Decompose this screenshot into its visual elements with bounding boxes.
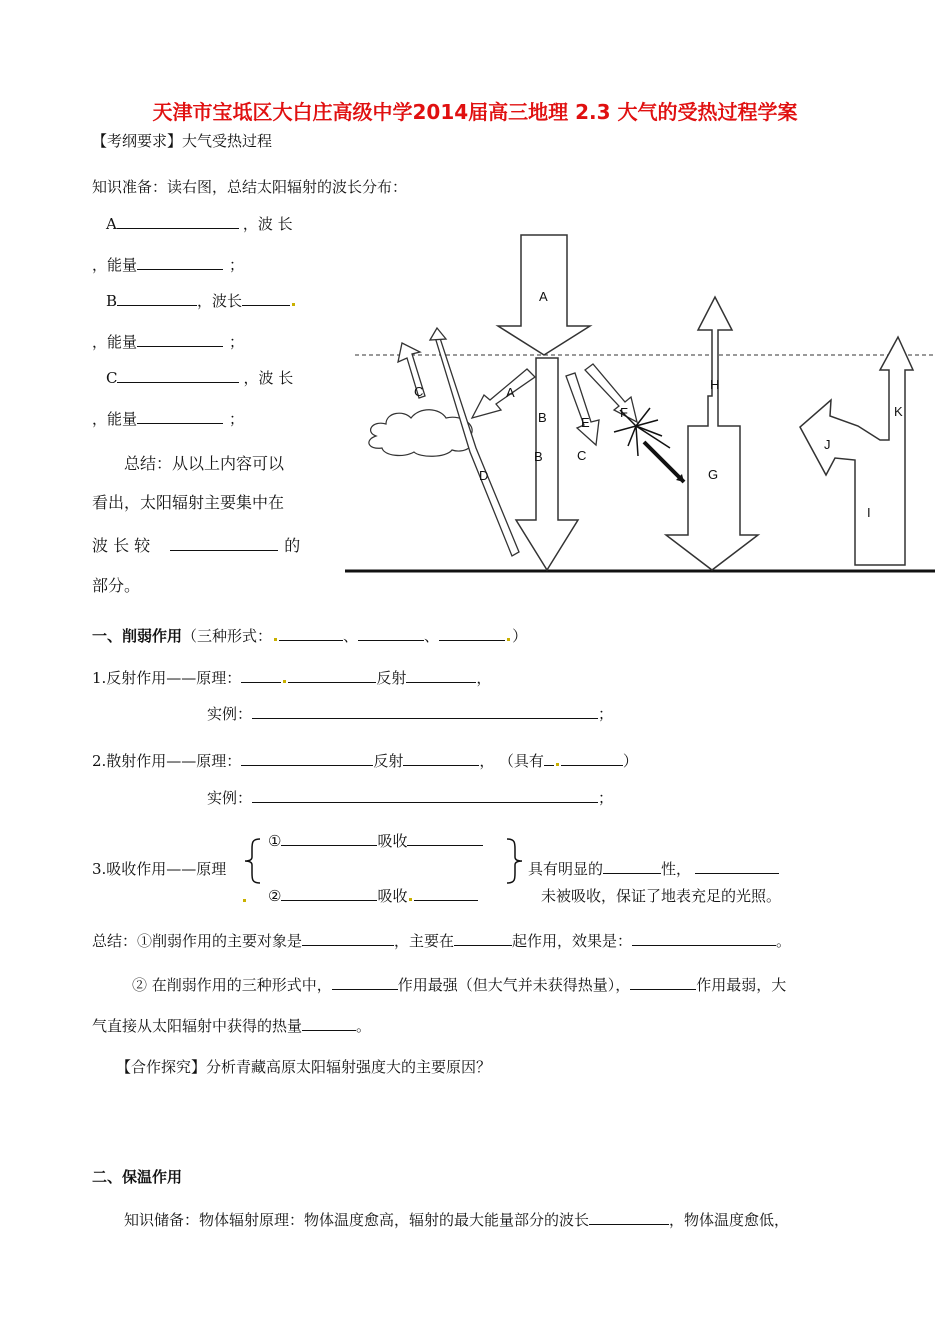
obvious-text: 具有明显的 <box>528 860 604 878</box>
arrow-I-J-K <box>800 337 913 565</box>
diagram-label-C1: C <box>414 384 424 399</box>
blank-b[interactable] <box>117 291 197 306</box>
blank-c[interactable] <box>117 368 239 383</box>
scatter-ray <box>628 426 636 446</box>
dot-mark <box>292 303 295 306</box>
scatter-word: 反射 <box>373 752 404 770</box>
wave-text: ，波长 <box>197 292 243 310</box>
diagram-label-B1: B <box>538 410 547 425</box>
diagram-label-K: K <box>894 404 903 419</box>
scatter-example-line <box>207 787 613 808</box>
arrow-E <box>566 373 599 445</box>
semicolon: ； <box>598 789 614 807</box>
label-a: A <box>106 215 117 233</box>
prep-energy-b <box>92 331 244 352</box>
blank-absorb-2[interactable] <box>281 886 377 901</box>
blank-absorb-2b[interactable] <box>414 886 478 901</box>
blank-summary-1[interactable] <box>302 931 394 946</box>
label-c: C <box>106 369 118 387</box>
summary-text: 的 <box>284 536 301 555</box>
dot-mark <box>243 899 246 902</box>
sep: 、 <box>343 627 359 645</box>
dot-mark <box>556 763 559 766</box>
blank-obvious[interactable] <box>603 859 661 874</box>
diagram-label-B2: B <box>534 449 543 464</box>
exam-requirement <box>92 130 272 151</box>
summary-text: ，主要在 <box>394 932 455 950</box>
blank-absorb-1[interactable] <box>281 831 377 846</box>
nature-text: 性， <box>661 860 692 878</box>
blank-a[interactable] <box>117 214 239 229</box>
summary-text: 作用最强（但大气并未获得热量）， <box>397 976 631 994</box>
dot-mark <box>274 638 277 641</box>
blank-energy-a[interactable] <box>137 255 223 270</box>
scatter-line <box>92 750 638 771</box>
wave-text: ，波 长 <box>243 369 294 387</box>
example-label: 实例： <box>207 705 253 723</box>
circle-2: ② <box>268 887 282 905</box>
page-title: 天津市宝坻区大白庄高级中学2014届高三地理 2.3 大气的受热过程学案 <box>152 100 798 124</box>
coop-tag: 【合作探究】 <box>116 1058 207 1076</box>
reflect-title: 1.反射作用——原理： <box>92 669 242 687</box>
diagram-label-A1: A <box>539 289 548 304</box>
comma: ， <box>479 752 495 770</box>
arrow-A-scatter <box>472 369 535 418</box>
blank-summary-3[interactable] <box>632 931 776 946</box>
prep-summary-4: 部分。 <box>92 576 141 595</box>
exam-req-tag: 【考纲要求】 <box>92 132 183 150</box>
summary-text: 总结：①削弱作用的主要对象是 <box>92 932 303 950</box>
prep-energy-c <box>92 408 244 429</box>
blank-nature[interactable] <box>695 859 779 874</box>
summary-text: 波 长 较 <box>92 536 151 555</box>
semicolon: ； <box>229 410 245 428</box>
blank-absorb-1b[interactable] <box>407 831 483 846</box>
blank-form3[interactable] <box>439 626 505 641</box>
blank-energy-c[interactable] <box>137 409 223 424</box>
summary-line-3 <box>92 1015 371 1036</box>
close-paren: ） <box>512 627 528 645</box>
circle-1: ① <box>268 832 282 850</box>
wave-text: ，波 长 <box>242 215 293 233</box>
section2-text: 知识储备：物体辐射原理：物体温度愈高，辐射的最大能量部分的波长 <box>124 1211 590 1229</box>
prep-summary-3 <box>92 533 300 556</box>
blank-summary-2[interactable] <box>454 931 512 946</box>
dot-mark <box>283 680 286 683</box>
blank-has-1[interactable] <box>544 751 554 766</box>
energy-text: ，能量 <box>92 333 138 351</box>
blank-energy-b[interactable] <box>137 332 223 347</box>
coop-line <box>116 1056 491 1077</box>
reflect-word: 反射 <box>376 669 407 687</box>
blank-summary-6[interactable] <box>302 1016 356 1031</box>
coop-text: 分析青藏高原太阳辐射强度大的主要原因？ <box>206 1058 492 1076</box>
diagram-label-G: G <box>708 467 719 482</box>
summary-text: 气直接从太阳辐射中获得的热量 <box>92 1017 303 1035</box>
sep: 、 <box>424 627 440 645</box>
diagram-label-H: H <box>710 377 720 392</box>
blank-section2-1[interactable] <box>589 1210 669 1225</box>
has-text: （具有 <box>506 752 544 770</box>
period: 。 <box>776 932 792 950</box>
reflect-line <box>92 667 491 688</box>
prep-line-a <box>106 213 293 234</box>
blank-form2[interactable] <box>358 626 424 641</box>
diagram-label-I: I <box>867 505 871 520</box>
blank-scatter-example[interactable] <box>252 788 598 803</box>
example-label: 实例： <box>207 789 253 807</box>
reflect-example-line <box>207 703 613 724</box>
exam-req-text: 大气受热过程 <box>182 132 273 150</box>
diagram-label-F: F <box>620 405 628 420</box>
blank-wave-b[interactable] <box>242 291 290 306</box>
semicolon: ； <box>229 333 245 351</box>
absorb-word: 吸收 <box>377 887 408 905</box>
section2-text: ，物体温度愈低， <box>669 1211 790 1229</box>
blank-scatter-2[interactable] <box>403 751 479 766</box>
scatter-title: 2.散射作用——原理： <box>92 752 242 770</box>
scatter-ray <box>636 426 670 448</box>
cloud-shape <box>369 410 472 457</box>
thick-scatter-line <box>644 442 684 482</box>
absorb-line-1 <box>268 830 483 851</box>
absorb-word: 吸收 <box>377 832 408 850</box>
prep-summary-2: 看出，太阳辐射主要集中在 <box>92 493 285 512</box>
section2-line-1 <box>124 1209 789 1230</box>
close-paren: ） <box>622 752 638 770</box>
dot-mark <box>409 898 412 901</box>
blank-summary-4[interactable] <box>332 975 398 990</box>
section2-heading: 二、保温作用 <box>92 1168 183 1186</box>
prep-intro: 知识准备：读右图，总结太阳辐射的波长分布： <box>92 178 408 196</box>
summary-line-1 <box>92 930 791 951</box>
label-b: B <box>106 292 118 310</box>
blank-reflect-2[interactable] <box>288 668 376 683</box>
forms-text: （三种形式： <box>182 627 273 645</box>
scatter-ray <box>636 426 638 456</box>
summary-line-2 <box>132 974 786 995</box>
diagram-label-D: D <box>479 468 489 483</box>
blank-reflect-1[interactable] <box>241 668 281 683</box>
blank-has-2[interactable] <box>561 751 623 766</box>
diagram-label-J: J <box>824 437 831 452</box>
arrow-F <box>585 364 637 422</box>
prep-energy-a <box>92 254 244 275</box>
diagram-label-C2: C <box>577 448 587 463</box>
arrow-D-head <box>430 328 446 340</box>
summary-text: ② 在削弱作用的三种形式中， <box>132 976 332 994</box>
arrow-G-H <box>666 297 758 570</box>
summary-text: 起作用，效果是： <box>512 932 633 950</box>
diagram-label-E: E <box>581 415 590 430</box>
prep-line-b <box>106 290 297 311</box>
prep-line-c <box>106 367 293 388</box>
energy-text: ，能量 <box>92 256 138 274</box>
section1-heading-line <box>92 625 527 646</box>
absorb-title: 3.吸收作用——原理 <box>92 860 227 878</box>
dot-mark <box>507 638 510 641</box>
energy-text: ，能量 <box>92 410 138 428</box>
not-absorbed: 未被吸收，保证了地表充足的光照。 <box>541 887 782 905</box>
section1-heading: 一、削弱作用 <box>92 627 183 645</box>
left-brace <box>242 837 262 885</box>
radiation-diagram <box>330 225 940 580</box>
blank-reflect-example[interactable] <box>252 704 598 719</box>
comma: ， <box>476 669 492 687</box>
blank-reflect-3[interactable] <box>406 668 476 683</box>
summary-text: 作用最弱，大 <box>696 976 787 994</box>
scatter-ray <box>614 426 636 432</box>
blank-form1[interactable] <box>279 626 343 641</box>
semicolon: ； <box>229 256 245 274</box>
obvious-line <box>528 858 779 879</box>
diagram-label-A2: A <box>506 385 515 400</box>
period: 。 <box>356 1017 372 1035</box>
prep-summary-1: 总结：从以上内容可以 <box>124 454 285 473</box>
blank-summary-5[interactable] <box>630 975 696 990</box>
blank-summary[interactable] <box>170 536 278 551</box>
blank-scatter-1[interactable] <box>241 751 373 766</box>
arrow-B-down <box>516 358 578 570</box>
semicolon: ； <box>598 705 614 723</box>
right-brace <box>505 837 525 885</box>
absorb-line-2 <box>268 885 478 906</box>
